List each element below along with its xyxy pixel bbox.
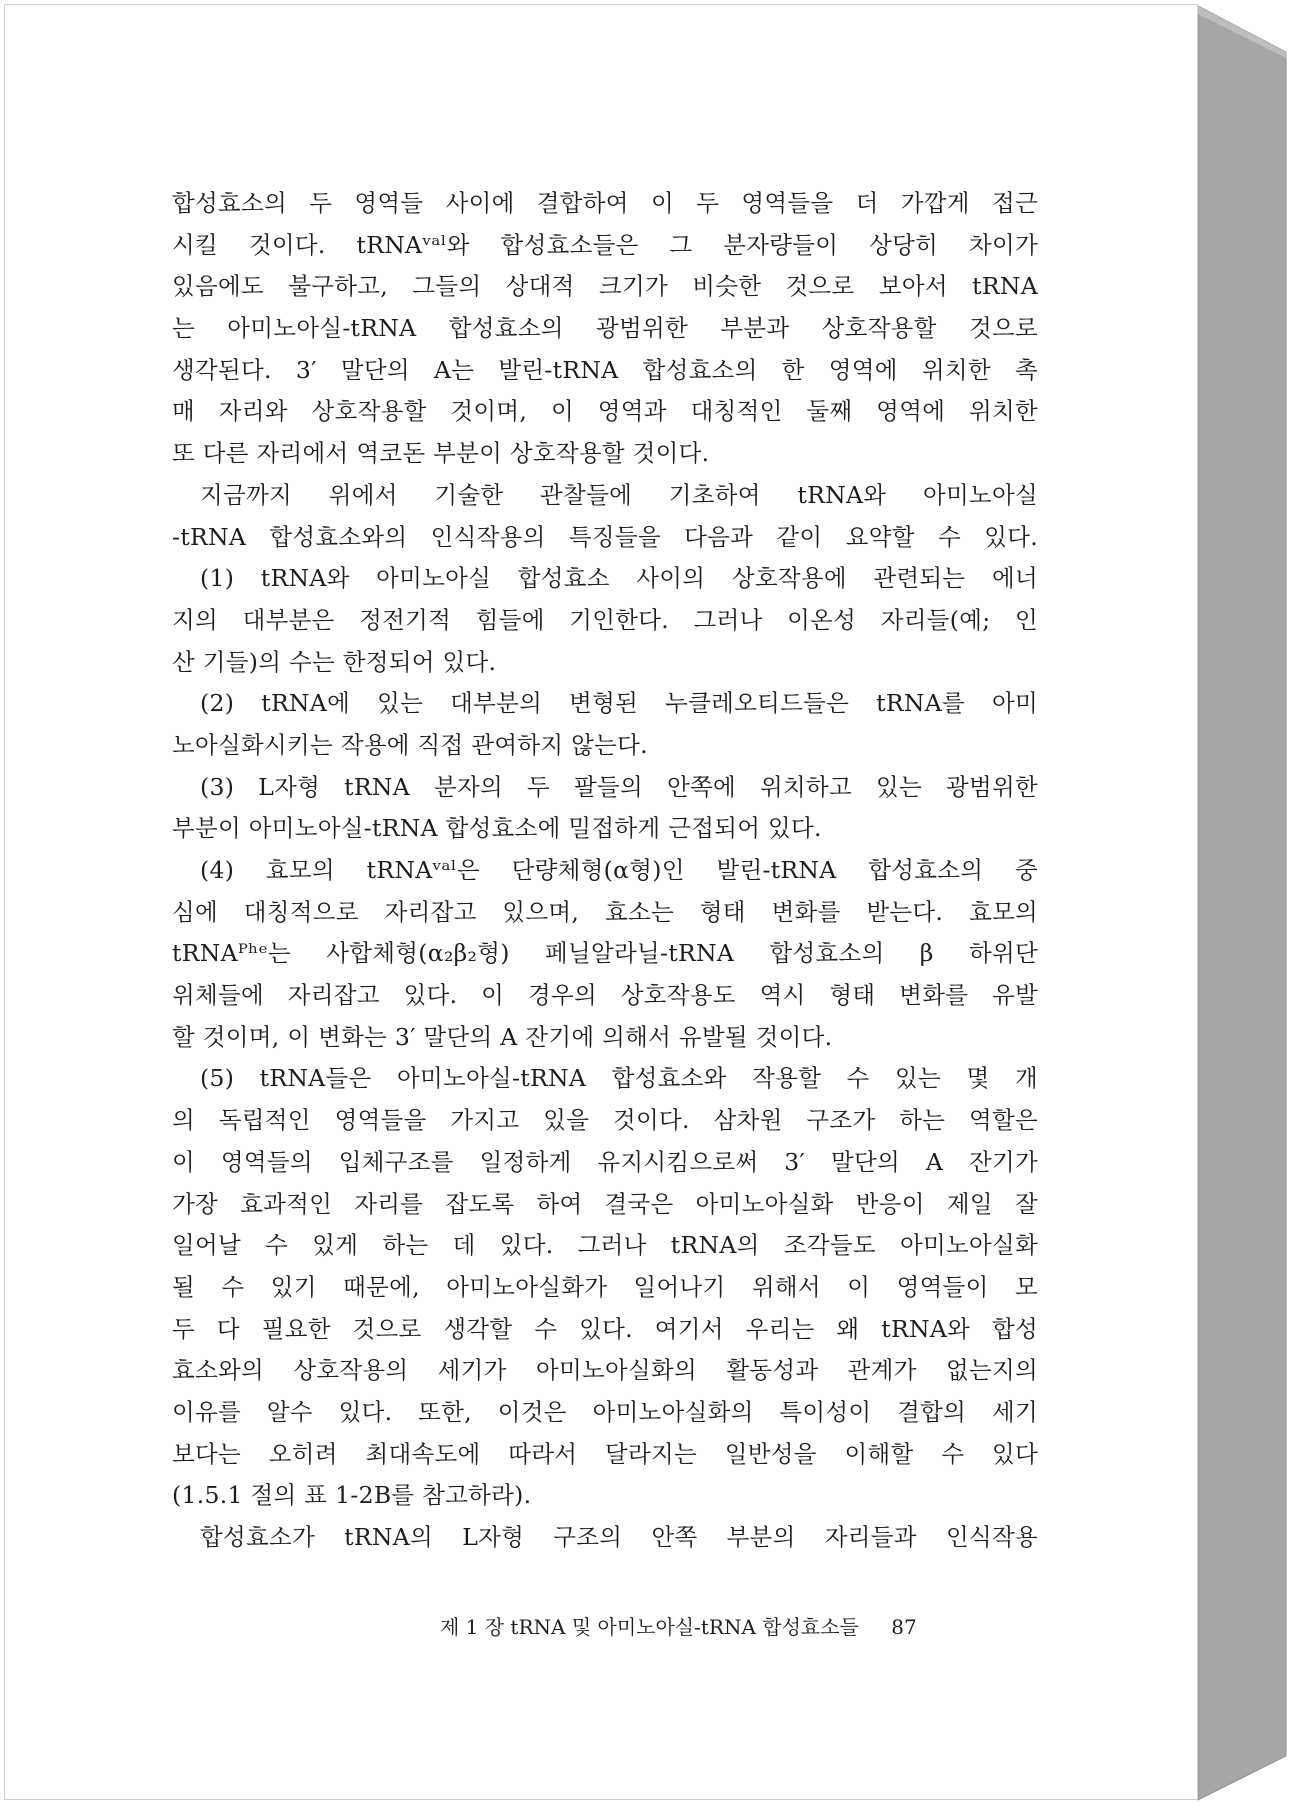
- text-line: (2) tRNA에 있는 대부분의 변형된 누클레오티드들은 tRNA를 아미: [200, 689, 1038, 718]
- text-line: 산 기들)의 수는 한정되어 있다.: [172, 647, 497, 676]
- text-line: 될 수 있기 때문에, 아미노아실화가 일어나기 위해서 이 영역들이 모: [172, 1272, 1038, 1301]
- book-page: [4, 4, 1198, 1800]
- text-line: 는 아미노아실-tRNA 합성효소의 광범위한 부분과 상호작용할 것으로: [172, 314, 1038, 343]
- text-line: 가장 효과적인 자리를 잡도록 하여 결국은 아미노아실화 반응이 제일 잘: [172, 1189, 1038, 1218]
- text-line: (3) L자형 tRNA 분자의 두 팔들의 안쪽에 위치하고 있는 광범위한: [200, 772, 1038, 801]
- page-number: 87: [891, 1615, 917, 1639]
- text-line: 두 다 필요한 것으로 생각할 수 있다. 여기서 우리는 왜 tRNA와 합성: [172, 1314, 1038, 1343]
- text-line: 시킬 것이다. tRNAᵛᵃˡ와 합성효소들은 그 분자량들이 상당히 차이가: [172, 230, 1038, 259]
- text-line: 합성효소가 tRNA의 L자형 구조의 안쪽 부분의 자리들과 인식작용: [200, 1523, 1038, 1551]
- text-line: 지금까지 위에서 기술한 관찰들에 기초하여 tRNA와 아미노아실: [200, 480, 1038, 509]
- body-text: [172, 183, 1038, 1559]
- text-line: 할 것이며, 이 변화는 3′ 말단의 A 잔기에 의해서 유발될 것이다.: [172, 1022, 833, 1051]
- text-line: 심에 대칭적으로 자리잡고 있으며, 효소는 형태 변화를 받는다. 효모의: [172, 897, 1038, 926]
- text-line: 있음에도 불구하고, 그들의 상대적 크기가 비슷한 것으로 보아서 tRNA: [172, 272, 1038, 301]
- text-line: 부분이 아미노아실-tRNA 합성효소에 밀접하게 근접되어 있다.: [172, 814, 822, 843]
- text-line: 매 자리와 상호작용할 것이며, 이 영역과 대칭적인 둘째 영역에 위치한: [172, 397, 1038, 426]
- text-line: 보다는 오히려 최대속도에 따라서 달라지는 일반성을 이해할 수 있다: [172, 1439, 1038, 1468]
- text-line: 이 영역들의 입체구조를 일정하게 유지시킴으로써 3′ 말단의 A 잔기가: [172, 1147, 1038, 1176]
- text-line: (1.5.1 절의 표 1-2B를 참고하라).: [172, 1481, 532, 1510]
- text-line: 지의 대부분은 정전기적 힘들에 기인한다. 그러나 이온성 자리들(예; 인: [172, 605, 1038, 634]
- text-line: 위체들에 자리잡고 있다. 이 경우의 상호작용도 역시 형태 변화를 유발: [172, 981, 1038, 1010]
- text-line: (1) tRNA와 아미노아실 합성효소 사이의 상호작용에 관련되는 에너: [200, 564, 1038, 593]
- text-line: tRNAᴾʰᵉ는 사합체형(α₂β₂형) 페닐알라닐-tRNA 합성효소의 β 하위단: [172, 939, 1038, 968]
- text-line: -tRNA 합성효소와의 인식작용의 특징들을 다음과 같이 요약할 수 있다.: [172, 522, 1038, 551]
- text-line: 의 독립적인 영역들을 가지고 있을 것이다. 삼차원 구조가 하는 역할은: [172, 1106, 1038, 1135]
- text-line: 일어날 수 있게 하는 데 있다. 그러나 tRNA의 조각들도 아미노아실화: [172, 1231, 1038, 1260]
- text-line: (5) tRNA들은 아미노아실-tRNA 합성효소와 작용할 수 있는 몇 개: [200, 1064, 1038, 1093]
- text-line: (4) 효모의 tRNAᵛᵃˡ은 단량체형(α형)인 발린-tRNA 합성효소의 중: [200, 856, 1038, 884]
- text-line: 이유를 알수 있다. 또한, 이것은 아미노아실화의 특이성이 결합의 세기: [172, 1397, 1038, 1426]
- text-line: 효소와의 상호작용의 세기가 아미노아실화의 활동성과 관계가 없는지의: [172, 1356, 1038, 1385]
- text-line: 합성효소의 두 영역들 사이에 결합하여 이 두 영역들을 더 가깝게 접근: [172, 189, 1038, 217]
- text-line: 생각된다. 3′ 말단의 A는 발린-tRNA 합성효소의 한 영역에 위치한 촉: [172, 355, 1038, 384]
- page-footer: [440, 1609, 917, 1645]
- running-head: 제 1 장 tRNA 및 아미노아실-tRNA 합성효소들: [440, 1615, 859, 1639]
- text-line: 또 다른 자리에서 역코돈 부분이 상호작용할 것이다.: [172, 439, 710, 468]
- text-line: 노아실화시키는 작용에 직접 관여하지 않는다.: [172, 730, 648, 759]
